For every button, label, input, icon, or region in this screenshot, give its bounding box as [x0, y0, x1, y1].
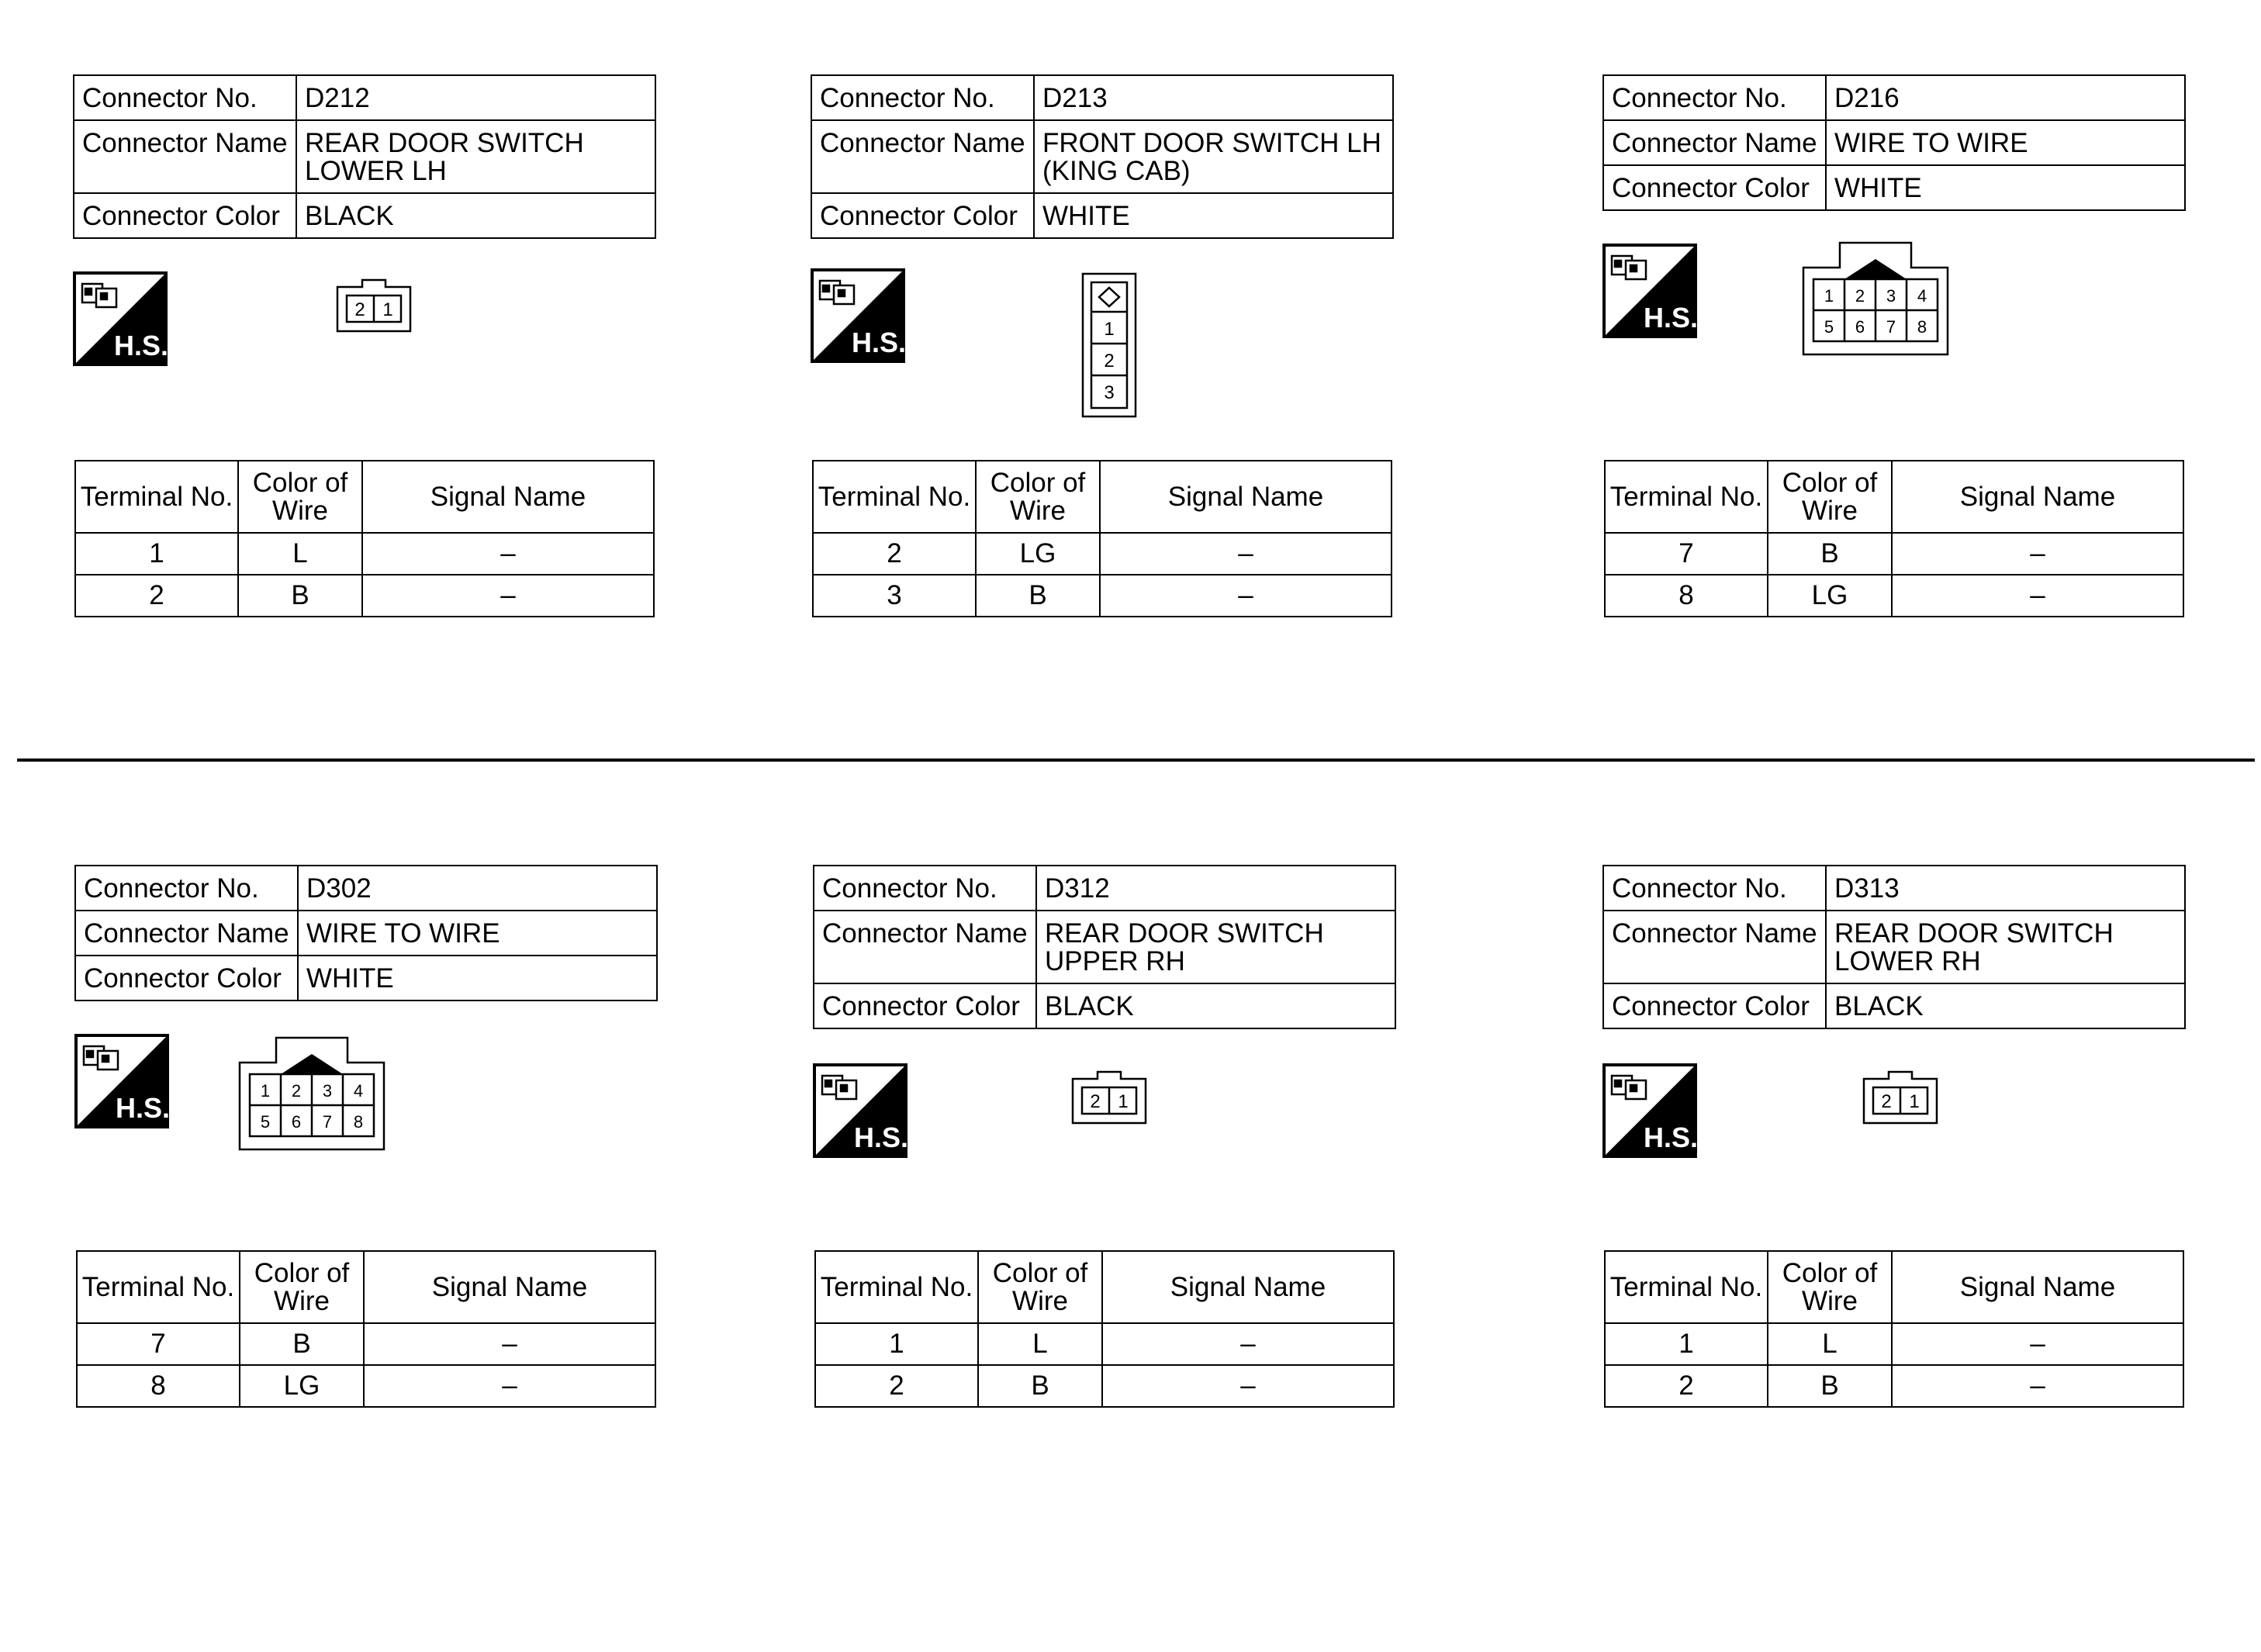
wire-color-header: Color of Wire: [978, 1251, 1102, 1323]
terminal-no-cell: 7: [1605, 533, 1768, 575]
wire-color-cell: LG: [976, 533, 1100, 575]
section-divider: [17, 759, 2255, 762]
connector-face-diagram-2pin: [1070, 1070, 1148, 1125]
pin-label: 2: [291, 1081, 302, 1101]
harness-side-icon: [74, 1034, 169, 1128]
connector-no-label: Connector No.: [1603, 75, 1826, 120]
connector-no-value: D312: [1036, 866, 1395, 911]
connector-face-diagram-8pin: [237, 1035, 386, 1152]
table-row: [815, 1365, 1394, 1407]
connector-no-value: D216: [1826, 75, 2185, 120]
terminal-no-header: Terminal No.: [813, 461, 976, 533]
wire-color-cell: L: [238, 533, 362, 575]
wire-color-header: Color of Wire: [1768, 1251, 1892, 1323]
signal-name-cell: –: [362, 575, 654, 617]
terminal-table: [812, 460, 1392, 617]
wire-color-cell: B: [1768, 533, 1892, 575]
pin-label: 2: [1104, 351, 1115, 372]
terminal-table: [1604, 1250, 2184, 1408]
pin-label: 1: [1118, 1091, 1129, 1112]
pin-label: 6: [1855, 317, 1865, 337]
connector-info-table: [73, 74, 656, 239]
wire-color-header: Color of Wire: [976, 461, 1100, 533]
terminal-no-cell: 2: [813, 533, 976, 575]
connector-color-value: BLACK: [296, 193, 655, 238]
terminal-table: [74, 460, 655, 617]
connector-info-table: [813, 865, 1396, 1029]
connector-name-label: Connector Name: [814, 911, 1036, 983]
table-row: [75, 533, 654, 575]
connector-color-value: WHITE: [1034, 193, 1393, 238]
signal-name-cell: –: [1102, 1323, 1394, 1365]
terminal-no-cell: 1: [815, 1323, 978, 1365]
signal-name-cell: –: [1892, 575, 2183, 617]
connector-no-value: D313: [1826, 866, 2185, 911]
connector-info-table: [1602, 74, 2186, 211]
table-row: [813, 533, 1392, 575]
signal-name-cell: –: [1100, 575, 1392, 617]
pin-label: 4: [1917, 286, 1927, 306]
pin-label: 5: [260, 1112, 271, 1132]
pin-label: 2: [354, 299, 365, 320]
table-row: [813, 575, 1392, 617]
connector-no-label: Connector No.: [75, 866, 298, 911]
terminal-table: [1604, 460, 2184, 617]
connector-no-label: Connector No.: [74, 75, 296, 120]
harness-side-icon: [1602, 244, 1697, 338]
connector-name-label: Connector Name: [1603, 120, 1826, 165]
connector-color-label: Connector Color: [75, 956, 298, 1001]
terminal-no-header: Terminal No.: [815, 1251, 978, 1323]
terminal-no-cell: 2: [75, 575, 238, 617]
terminal-no-cell: 7: [77, 1323, 240, 1365]
connector-color-label: Connector Color: [814, 983, 1036, 1028]
harness-side-icon: [811, 268, 905, 363]
connector-name-value: FRONT DOOR SWITCH LH (KING CAB): [1034, 120, 1393, 193]
signal-name-header: Signal Name: [1892, 1251, 2183, 1323]
connector-name-value: WIRE TO WIRE: [1826, 120, 2185, 165]
table-row: [1605, 575, 2183, 617]
terminal-no-cell: 1: [75, 533, 238, 575]
signal-name-cell: –: [1102, 1365, 1394, 1407]
signal-name-cell: –: [1892, 1323, 2183, 1365]
connector-info-table: [1602, 865, 2186, 1029]
terminal-no-cell: 1: [1605, 1323, 1768, 1365]
connector-name-label: Connector Name: [75, 911, 298, 956]
connector-info-table: [74, 865, 658, 1001]
connector-name-value: REAR DOOR SWITCH UPPER RH: [1036, 911, 1395, 983]
signal-name-cell: –: [1892, 1365, 2183, 1407]
wire-color-cell: LG: [240, 1365, 364, 1407]
harness-side-icon: [73, 271, 168, 366]
wire-color-header: Color of Wire: [238, 461, 362, 533]
signal-name-header: Signal Name: [364, 1251, 655, 1323]
connector-face-diagram-8pin: [1801, 240, 1950, 357]
table-row: [77, 1323, 655, 1365]
signal-name-cell: –: [362, 533, 654, 575]
terminal-no-header: Terminal No.: [1605, 1251, 1768, 1323]
terminal-no-cell: 2: [815, 1365, 978, 1407]
harness-side-icon: [1602, 1063, 1697, 1158]
connector-name-label: Connector Name: [811, 120, 1034, 193]
connector-color-value: BLACK: [1826, 983, 2185, 1028]
wire-color-header: Color of Wire: [1768, 461, 1892, 533]
connector-color-value: BLACK: [1036, 983, 1395, 1028]
pin-label: 3: [1886, 286, 1896, 306]
terminal-table: [76, 1250, 656, 1408]
signal-name-cell: –: [1892, 533, 2183, 575]
connector-color-label: Connector Color: [1603, 983, 1826, 1028]
signal-name-cell: –: [364, 1323, 655, 1365]
pin-label: 1: [1824, 286, 1834, 306]
pin-label: 5: [1824, 317, 1834, 337]
wire-color-header: Color of Wire: [240, 1251, 364, 1323]
connector-name-label: Connector Name: [1603, 911, 1826, 983]
harness-side-icon: [813, 1063, 908, 1158]
wire-color-cell: L: [978, 1323, 1102, 1365]
terminal-no-header: Terminal No.: [1605, 461, 1768, 533]
pin-label: 8: [353, 1112, 364, 1132]
wire-color-cell: B: [1768, 1365, 1892, 1407]
wire-color-cell: B: [976, 575, 1100, 617]
terminal-no-cell: 2: [1605, 1365, 1768, 1407]
pin-label: 2: [1090, 1091, 1101, 1112]
connector-no-value: D302: [298, 866, 657, 911]
connector-color-label: Connector Color: [74, 193, 296, 238]
signal-name-header: Signal Name: [1100, 461, 1392, 533]
connector-name-value: REAR DOOR SWITCH LOWER RH: [1826, 911, 2185, 983]
connector-name-value: WIRE TO WIRE: [298, 911, 657, 956]
table-row: [1605, 1365, 2183, 1407]
pin-label: 2: [1881, 1091, 1892, 1112]
terminal-no-header: Terminal No.: [75, 461, 238, 533]
pin-label: 1: [382, 299, 393, 320]
wire-color-cell: L: [1768, 1323, 1892, 1365]
connector-color-label: Connector Color: [811, 193, 1034, 238]
connector-face-diagram-2pin: [1862, 1070, 1939, 1125]
pin-label: 7: [1886, 317, 1896, 337]
pin-label: 7: [322, 1112, 333, 1132]
connector-face-diagram-3pin: [1080, 271, 1138, 419]
table-row: [75, 575, 654, 617]
connector-color-value: WHITE: [298, 956, 657, 1001]
terminal-no-cell: 3: [813, 575, 976, 617]
connector-color-value: WHITE: [1826, 165, 2185, 210]
wire-color-cell: B: [240, 1323, 364, 1365]
signal-name-header: Signal Name: [1892, 461, 2183, 533]
pin-label: 4: [353, 1081, 364, 1101]
pin-label: 1: [1909, 1091, 1920, 1112]
connector-name-label: Connector Name: [74, 120, 296, 193]
pin-label: 6: [291, 1112, 302, 1132]
connector-no-label: Connector No.: [814, 866, 1036, 911]
signal-name-header: Signal Name: [362, 461, 654, 533]
signal-name-header: Signal Name: [1102, 1251, 1394, 1323]
signal-name-cell: –: [1100, 533, 1392, 575]
connector-color-label: Connector Color: [1603, 165, 1826, 210]
wire-color-cell: B: [238, 575, 362, 617]
pin-label: 1: [1104, 319, 1115, 340]
connector-name-value: REAR DOOR SWITCH LOWER LH: [296, 120, 655, 193]
wire-color-cell: B: [978, 1365, 1102, 1407]
terminal-table: [814, 1250, 1395, 1408]
wire-color-cell: LG: [1768, 575, 1892, 617]
pin-label: 8: [1917, 317, 1927, 337]
pin-label: 3: [322, 1081, 333, 1101]
table-row: [1605, 533, 2183, 575]
pin-label: 3: [1104, 382, 1115, 403]
pin-label: 1: [260, 1081, 271, 1101]
table-row: [1605, 1323, 2183, 1365]
signal-name-cell: –: [364, 1365, 655, 1407]
table-row: [77, 1365, 655, 1407]
terminal-no-cell: 8: [77, 1365, 240, 1407]
table-row: [815, 1323, 1394, 1365]
connector-no-label: Connector No.: [811, 75, 1034, 120]
terminal-no-header: Terminal No.: [77, 1251, 240, 1323]
connector-info-table: [811, 74, 1394, 239]
connector-no-label: Connector No.: [1603, 866, 1826, 911]
pin-label: 2: [1855, 286, 1865, 306]
connector-no-value: D212: [296, 75, 655, 120]
connector-no-value: D213: [1034, 75, 1393, 120]
connector-face-diagram-2pin: [335, 278, 413, 334]
terminal-no-cell: 8: [1605, 575, 1768, 617]
